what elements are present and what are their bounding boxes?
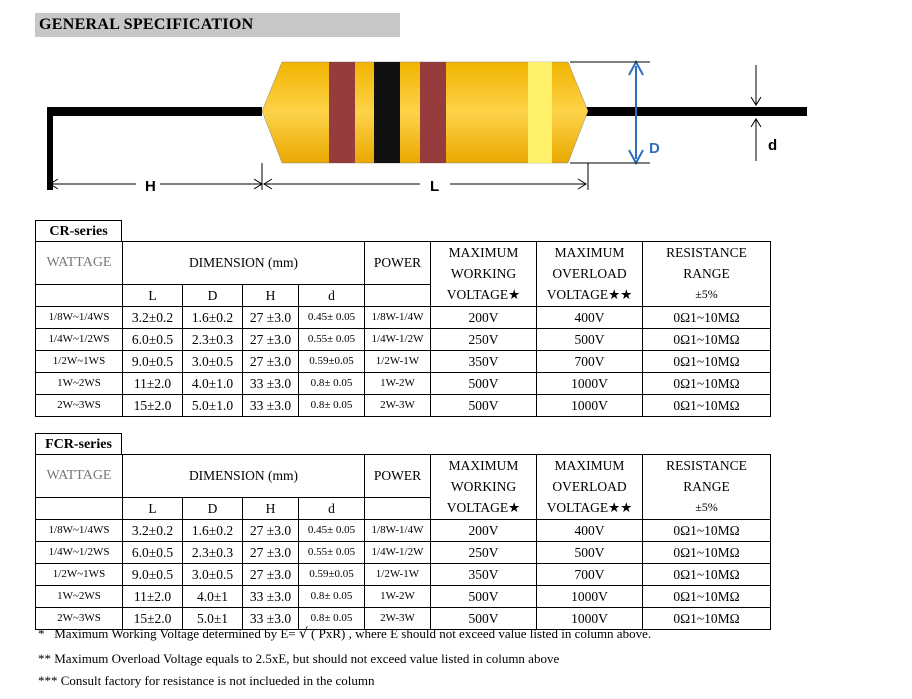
table-cell: 11±2.0 (123, 372, 183, 394)
table-cell: 500V (431, 372, 537, 394)
table-cell: 0.8± 0.05 (299, 394, 365, 416)
label-L: L (430, 178, 440, 195)
table-cell: 9.0±0.5 (123, 563, 183, 585)
col-h-header: H (243, 284, 299, 306)
mwv-header-3: VOLTAGE★ (431, 284, 537, 306)
table-cell: 2W-3W (365, 607, 431, 629)
range-header-3: ±5% (643, 497, 771, 519)
mwv-header-1: MAXIMUM (431, 242, 537, 264)
table-cell: 0.45± 0.05 (299, 306, 365, 328)
table-cell: 1/2W-1W (365, 563, 431, 585)
mov-header-1: MAXIMUM (537, 455, 643, 477)
right-lead (585, 107, 807, 116)
col-h-header: H (243, 497, 299, 519)
cr-series-table (35, 241, 771, 417)
table-cell: 250V (431, 328, 537, 350)
table-cell: 0.8± 0.05 (299, 372, 365, 394)
table-cell: 6.0±0.5 (123, 328, 183, 350)
table-cell: 27 ±3.0 (243, 519, 299, 541)
table-cell: 200V (431, 306, 537, 328)
table-cell: 0.8± 0.05 (299, 607, 365, 629)
table-cell: 1000V (537, 394, 643, 416)
table-cell: 0Ω1~10MΩ (643, 541, 771, 563)
table-cell: 15±2.0 (123, 607, 183, 629)
footnote-2: ** Maximum Overload Voltage equals to 2.5xE, but should not exceed value listed in column above (38, 651, 560, 666)
footnote-1: * Maximum Working Voltage determined by E= √ ( PxR) , where E should not exceed value listed in column above. (38, 626, 652, 642)
table-cell: 2W~3WS (36, 394, 123, 416)
table-cell: 2W~3WS (36, 607, 123, 629)
mov-header-1: MAXIMUM (537, 242, 643, 264)
power-header-blank (365, 284, 431, 306)
table-cell: 4.0±1 (183, 585, 243, 607)
mwv-header-2: WORKING (431, 476, 537, 497)
table-cell: 500V (537, 328, 643, 350)
table-cell: 2.3±0.3 (183, 328, 243, 350)
table-cell: 1W-2W (365, 372, 431, 394)
fcr-series-table (35, 454, 771, 630)
power-header-blank (365, 497, 431, 519)
table-cell: 27 ±3.0 (243, 350, 299, 372)
table-cell: 27 ±3.0 (243, 306, 299, 328)
sqrt-symbol: √ (298, 626, 308, 642)
table-cell: 2W-3W (365, 394, 431, 416)
range-header-2: RANGE (643, 476, 771, 497)
table-cell: 1.6±0.2 (183, 306, 243, 328)
table-cell: 350V (431, 563, 537, 585)
table-cell: 27 ±3.0 (243, 328, 299, 350)
table-cell: 1/8W~1/4WS (36, 519, 123, 541)
table-cell: 0.55± 0.05 (299, 328, 365, 350)
table-cell: 1000V (537, 607, 643, 629)
table-row (36, 563, 771, 585)
power-header: POWER (365, 455, 431, 498)
table-row (36, 519, 771, 541)
table-cell: 33 ±3.0 (243, 585, 299, 607)
table-cell: 1/8W-1/4W (365, 306, 431, 328)
table-cell: 0Ω1~10MΩ (643, 350, 771, 372)
table-cell: 0Ω1~10MΩ (643, 306, 771, 328)
table-cell: 27 ±3.0 (243, 563, 299, 585)
dimension-header: DIMENSION (mm) (123, 242, 365, 285)
mwv-header-3: VOLTAGE★ (431, 497, 537, 519)
table-cell: 1/8W~1/4WS (36, 306, 123, 328)
table-cell: 5.0±1.0 (183, 394, 243, 416)
table-cell: 1W~2WS (36, 585, 123, 607)
table-cell: 1/2W~1WS (36, 563, 123, 585)
table-cell: 33 ±3.0 (243, 372, 299, 394)
dimension-header: DIMENSION (mm) (123, 455, 365, 498)
table-cell: 2.3±0.3 (183, 541, 243, 563)
table-row (36, 541, 771, 563)
page-title: GENERAL SPECIFICATION (35, 13, 400, 37)
resistor-diagram (0, 45, 912, 210)
table-cell: 0.8± 0.05 (299, 585, 365, 607)
wattage-header: WATTAGE (36, 242, 123, 285)
label-D: D (649, 140, 660, 157)
col-d-header: D (183, 497, 243, 519)
table-cell: 0Ω1~10MΩ (643, 563, 771, 585)
table-cell: 1/4W-1/2W (365, 328, 431, 350)
table-cell: 350V (431, 350, 537, 372)
table-cell: 1000V (537, 372, 643, 394)
band-black (374, 62, 400, 163)
label-H: H (145, 178, 156, 195)
footnote-3: *** Consult factory for resistance is not inclueded in the column (38, 673, 375, 688)
table-cell: 5.0±1 (183, 607, 243, 629)
band-tolerance (528, 62, 552, 163)
table-row (36, 394, 771, 416)
label-d: d (768, 137, 778, 154)
table-cell: 4.0±1.0 (183, 372, 243, 394)
table-cell: 0.45± 0.05 (299, 519, 365, 541)
col-dd-header: d (299, 497, 365, 519)
band-red-2 (420, 62, 446, 163)
cr-series-label: CR-series (35, 220, 122, 242)
table-cell: 0Ω1~10MΩ (643, 519, 771, 541)
table-cell: 15±2.0 (123, 394, 183, 416)
table-cell: 0Ω1~10MΩ (643, 372, 771, 394)
range-header-2: RANGE (643, 263, 771, 284)
table-cell: 1/2W-1W (365, 350, 431, 372)
wattage-header-blank (36, 497, 123, 519)
table-cell: 700V (537, 350, 643, 372)
table-cell: 33 ±3.0 (243, 394, 299, 416)
table-cell: 500V (431, 607, 537, 629)
power-header: POWER (365, 242, 431, 285)
table-cell: 1/4W-1/2W (365, 541, 431, 563)
col-l-header: L (123, 497, 183, 519)
table-cell: 3.0±0.5 (183, 350, 243, 372)
table-cell: 1/4W~1/2WS (36, 541, 123, 563)
table-row (36, 585, 771, 607)
range-header-1: RESISTANCE (643, 455, 771, 477)
range-header-1: RESISTANCE (643, 242, 771, 264)
table-row (36, 350, 771, 372)
table-cell: 27 ±3.0 (243, 541, 299, 563)
table-cell: 9.0±0.5 (123, 350, 183, 372)
left-lead (47, 107, 262, 116)
table-cell: 1/2W~1WS (36, 350, 123, 372)
table-cell: 3.2±0.2 (123, 306, 183, 328)
table-cell: 500V (537, 541, 643, 563)
table-cell: 1000V (537, 585, 643, 607)
table-cell: 1W-2W (365, 585, 431, 607)
mov-header-2: OVERLOAD (537, 476, 643, 497)
mwv-header-1: MAXIMUM (431, 455, 537, 477)
table-cell: 250V (431, 541, 537, 563)
table-cell: 0Ω1~10MΩ (643, 607, 771, 629)
table-cell: 0Ω1~10MΩ (643, 394, 771, 416)
col-d-header: D (183, 284, 243, 306)
mwv-header-2: WORKING (431, 263, 537, 284)
table-cell: 3.2±0.2 (123, 519, 183, 541)
wattage-header: WATTAGE (36, 455, 123, 498)
table-cell: 0.59±0.05 (299, 563, 365, 585)
table-cell: 1/4W~1/2WS (36, 328, 123, 350)
table-cell: 400V (537, 306, 643, 328)
table-cell: 0.59±0.05 (299, 350, 365, 372)
col-l-header: L (123, 284, 183, 306)
table-cell: 0Ω1~10MΩ (643, 328, 771, 350)
table-cell: 3.0±0.5 (183, 563, 243, 585)
mov-header-3: VOLTAGE★★ (537, 284, 643, 306)
table-row (36, 372, 771, 394)
mov-header-2: OVERLOAD (537, 263, 643, 284)
table-cell: 0Ω1~10MΩ (643, 585, 771, 607)
table-row (36, 306, 771, 328)
left-lead-drop (47, 107, 53, 190)
table-cell: 500V (431, 585, 537, 607)
table-cell: 11±2.0 (123, 585, 183, 607)
fcr-series-label: FCR-series (35, 433, 122, 455)
table-cell: 1/8W-1/4W (365, 519, 431, 541)
mov-header-3: VOLTAGE★★ (537, 497, 643, 519)
band-red-1 (329, 62, 355, 163)
range-header-3: ±5% (643, 284, 771, 306)
table-cell: 400V (537, 519, 643, 541)
table-cell: 500V (431, 394, 537, 416)
table-row (36, 328, 771, 350)
table-cell: 1W~2WS (36, 372, 123, 394)
wattage-header-blank (36, 284, 123, 306)
table-cell: 0.55± 0.05 (299, 541, 365, 563)
table-cell: 200V (431, 519, 537, 541)
table-cell: 6.0±0.5 (123, 541, 183, 563)
table-cell: 700V (537, 563, 643, 585)
col-dd-header: d (299, 284, 365, 306)
table-cell: 1.6±0.2 (183, 519, 243, 541)
table-cell: 33 ±3.0 (243, 607, 299, 629)
